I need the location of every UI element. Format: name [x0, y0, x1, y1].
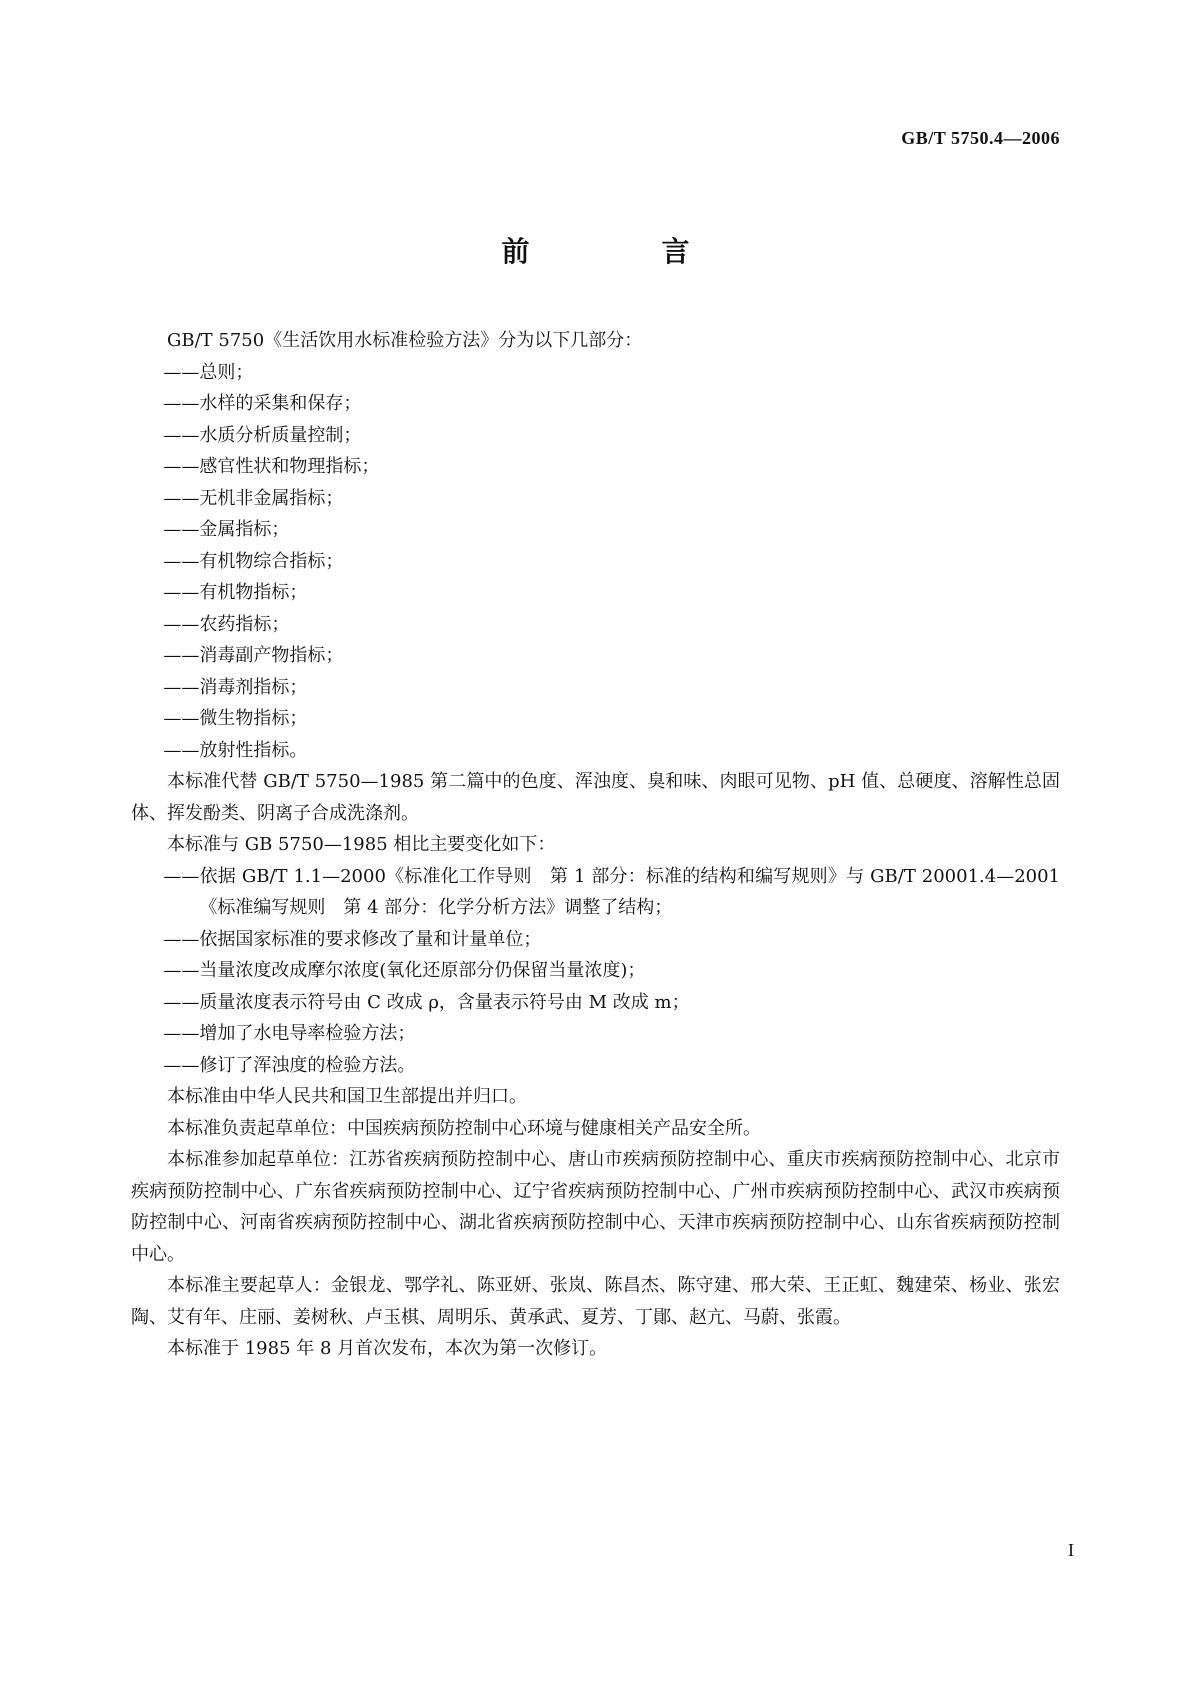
list-item-text: 放射性指标。 [199, 739, 308, 761]
list-item [131, 1050, 1060, 1082]
list-item-text: 有机物指标； [199, 582, 308, 603]
list-item-text: 水样的采集和保存； [199, 393, 362, 414]
list-item-text: 总则； [199, 361, 254, 383]
list-item [131, 987, 1060, 1019]
dash-marker: —— [163, 676, 200, 698]
dash-marker: —— [163, 645, 200, 666]
dash-marker: —— [163, 991, 200, 1013]
standard-code-header: GB/T 5750.4—2006 [901, 128, 1060, 148]
list-item-text: 修订了浑浊度的检验方法。 [199, 1054, 416, 1076]
list-item-text: 微生物指标； [199, 708, 308, 729]
changes-intro-paragraph: 本标准与 GB 5750—1985 相比主要变化如下： [167, 834, 556, 855]
list-item [131, 388, 1060, 420]
list-item [131, 735, 1060, 767]
dash-marker: —— [163, 519, 200, 540]
list-item-text: 无机非金属指标； [199, 487, 344, 509]
list-item [131, 577, 1060, 609]
list-item-text: 金属指标； [199, 519, 290, 540]
list-item-text: 有机物综合指标； [199, 550, 344, 572]
list-item [131, 924, 1060, 956]
dash-marker: —— [163, 865, 200, 887]
proposed-by-paragraph: 本标准由中华人民共和国卫生部提出并归口。 [167, 1086, 527, 1107]
list-item [131, 861, 1060, 924]
list-item-text: 增加了水电导率检验方法； [199, 1023, 416, 1044]
replaces-paragraph: 本标准代替 GB/T 5750—1985 第二篇中的色度、浑浊度、臭和味、肉眼可见物、pH 值、总硬度、溶解性总固体、挥发酚类、阴离子合成洗涤剂。 [131, 771, 1060, 824]
dash-marker: —— [163, 550, 200, 572]
list-item-text: 消毒副产物指标； [199, 645, 344, 666]
list-item [131, 420, 1060, 452]
list-item [131, 1018, 1060, 1050]
list-item [131, 640, 1060, 672]
dash-marker: —— [163, 613, 200, 635]
list-item [131, 357, 1060, 389]
main-drafters-paragraph: 本标准主要起草人：金银龙、鄂学礼、陈亚妍、张岚、陈昌杰、陈守建、邢大荣、王正虹、魏建荣、杨业、张宏陶、艾有年、庄丽、姜树秋、卢玉棋、周明乐、黄承武、夏芳、丁鄖、赵亢、马蔚、张霞。 [131, 1275, 1060, 1328]
list-item-text: 当量浓度改成摩尔浓度(氧化还原部分仍保留当量浓度)； [199, 960, 646, 981]
list-item [131, 703, 1060, 735]
dash-marker: —— [163, 456, 200, 477]
list-item-text: 依据 GB/T 1.1—2000《标准化工作导则 第 1 部分：标准的结构和编写规则》与 GB/T 20001.4—2001《标准编写规则 第 4 部分：化学分析方法》调整了结构； [199, 865, 1060, 918]
changes-list [131, 861, 1060, 1082]
dash-marker: —— [163, 1023, 200, 1044]
dash-marker: —— [163, 928, 200, 950]
dash-marker: —— [163, 361, 200, 383]
list-item-text: 水质分析质量控制； [199, 424, 362, 446]
parts-list [131, 357, 1060, 767]
page-title: 前 言 [501, 235, 742, 268]
list-item [131, 514, 1060, 546]
intro-paragraph: GB/T 5750《生活饮用水标准检验方法》分为以下几部分： [167, 330, 643, 351]
list-item [131, 672, 1060, 704]
dash-marker: —— [163, 708, 200, 729]
dash-marker: —— [163, 424, 200, 446]
dash-marker: —— [163, 393, 200, 414]
dash-marker: —— [163, 1054, 200, 1076]
list-item [131, 955, 1060, 987]
list-item-text: 依据国家标准的要求修改了量和计量单位； [199, 928, 542, 950]
list-item-text: 消毒剂指标； [199, 676, 308, 698]
list-item-text: 质量浓度表示符号由 C 改成 ρ，含量表示符号由 M 改成 m； [199, 991, 690, 1013]
dash-marker: —— [163, 739, 200, 761]
dash-marker: —— [163, 960, 200, 981]
responsible-unit-paragraph: 本标准负责起草单位：中国疾病预防控制中心环境与健康相关产品安全所。 [167, 1117, 761, 1139]
page-number: I [1068, 1540, 1074, 1560]
list-item [131, 546, 1060, 578]
list-item-text: 感官性状和物理指标； [199, 456, 380, 477]
list-item [131, 451, 1060, 483]
history-paragraph: 本标准于 1985 年 8 月首次发布，本次为第一次修订。 [167, 1338, 608, 1359]
participating-units-paragraph: 本标准参加起草单位：江苏省疾病预防控制中心、唐山市疾病预防控制中心、重庆市疾病预防控制中心、北京市疾病预防控制中心、广东省疾病预防控制中心、辽宁省疾病预防控制中心、广州市疾病预防控制中心、武汉市疾病预防控制中心、河南省疾病预防控制中心、湖北省疾病预防控制中心、天津市疾病预防控制中心、山东省疾病预防控制中心。 [131, 1149, 1060, 1265]
dash-marker: —— [163, 582, 200, 603]
list-item [131, 609, 1060, 641]
list-item-text: 农药指标； [199, 613, 290, 635]
document-body [131, 325, 1060, 1365]
dash-marker: —— [163, 487, 200, 509]
list-item [131, 483, 1060, 515]
